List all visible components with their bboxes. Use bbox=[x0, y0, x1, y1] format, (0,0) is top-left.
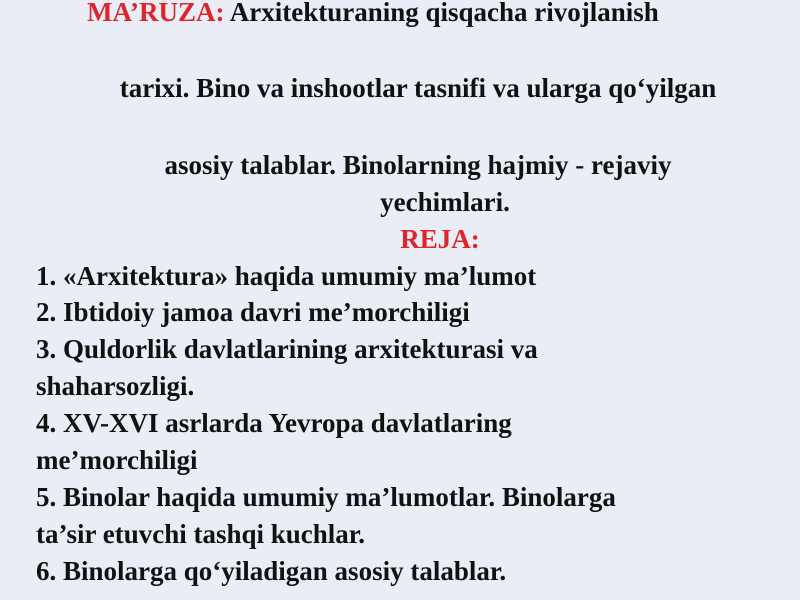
plan-line-5: 4. XV-XVI asrlarda Yevropa davlatlaring bbox=[36, 408, 512, 438]
plan-line-8: ta’sir etuvchi tashqi kuchlar. bbox=[36, 519, 366, 549]
plan-line-2: 2. Ibtidoiy jamoa davri me’morchiligi bbox=[36, 297, 470, 327]
lecture-title-line-3: asosiy talablar. Binolarning hajmiy - rejaviy bbox=[164, 150, 672, 180]
plan-line-3: 3. Quldorlik davlatlarining arxitekturasi va bbox=[36, 334, 538, 364]
plan-line-6: me’morchiligi bbox=[36, 445, 198, 475]
plan-line-4: shaharsozligi. bbox=[36, 371, 195, 401]
lecture-title-line-2: tarixi. Bino va inshootlar tasnifi va ularga qo‘yilgan bbox=[119, 73, 717, 103]
plan-line-7: 5. Binolar haqida umumiy ma’lumotlar. Binolarga bbox=[36, 482, 616, 512]
plan-line-9: 6. Binolarga qo‘yiladigan asosiy talablar. bbox=[36, 556, 507, 586]
plan-line-1: 1. «Arxitektura» haqida umumiy ma’lumot bbox=[36, 261, 537, 291]
plan-heading: REJA: bbox=[400, 224, 480, 254]
lecture-label: MA’RUZA: bbox=[87, 0, 225, 27]
lecture-title-line-4: yechimlari. bbox=[380, 187, 510, 217]
lecture-title-line-1 bbox=[87, 0, 659, 28]
lecture-title-text: Arxitekturaning qisqacha rivojlanish bbox=[229, 0, 659, 27]
